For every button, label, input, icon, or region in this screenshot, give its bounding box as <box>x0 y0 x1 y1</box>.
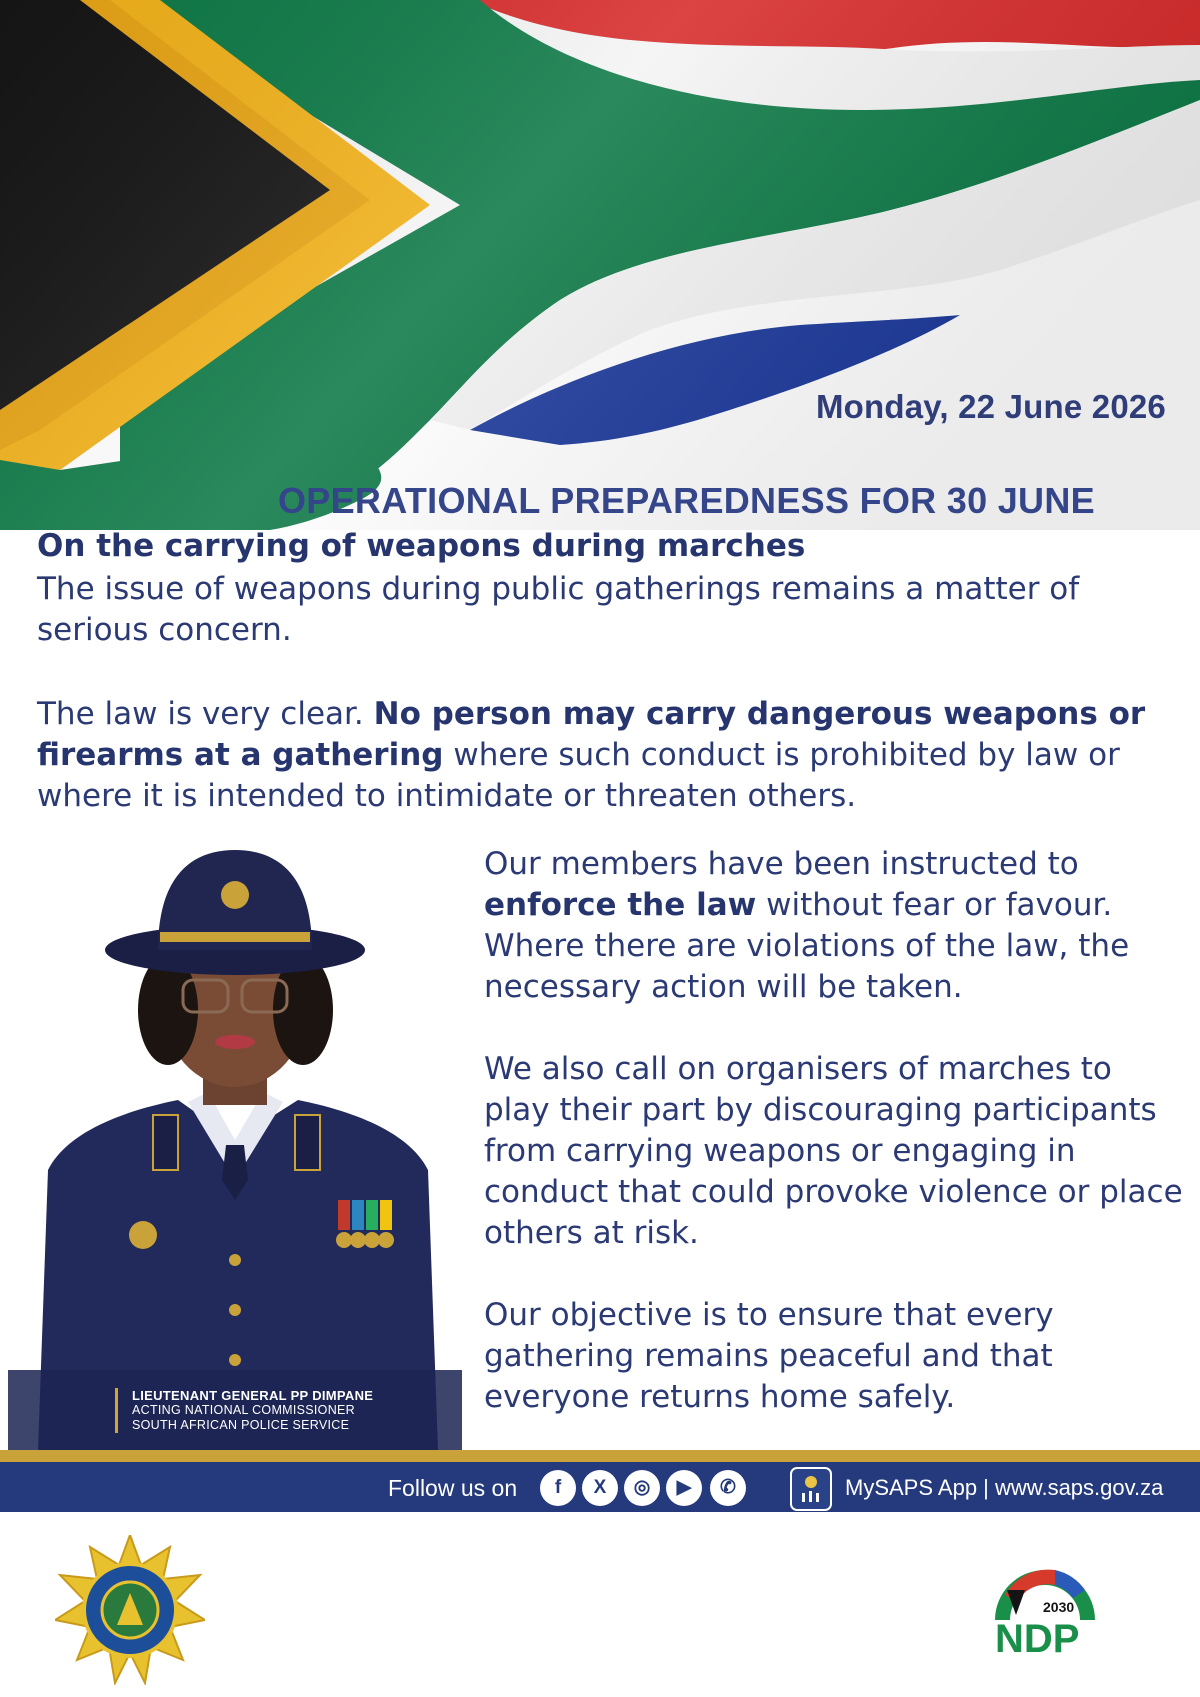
paragraph-enforce-tail: without fear or favour. Where there are violations of the law, the necessary action will be taken. <box>484 887 1130 1005</box>
mysaps-app-icon[interactable] <box>790 1467 832 1511</box>
footer-gold-stripe <box>0 1450 1200 1462</box>
ndp-year: 2030 <box>1043 1599 1075 1615</box>
app-and-website-link[interactable]: MySAPS App | www.saps.gov.za <box>845 1475 1164 1500</box>
instagram-icon[interactable]: ◎ <box>624 1470 660 1506</box>
saps-emblem-logo <box>55 1535 205 1685</box>
paragraph-enforce-emphasis: enforce the law <box>484 887 757 923</box>
paragraph-enforce <box>484 844 1184 1008</box>
paragraph-law <box>37 694 1187 817</box>
paragraph-organisers: We also call on organisers of marches to play their part by discouraging participants from carrying weapons or engaging in conduct that could provoke violence or place others at risk. <box>484 1051 1183 1251</box>
caption-name: LIEUTENANT GENERAL PP DIMPANE <box>132 1388 374 1403</box>
date-label: Monday, 22 June 2026 <box>815 388 1166 425</box>
youtube-icon[interactable]: ▶ <box>666 1470 702 1506</box>
footer-bar <box>0 1450 1200 1520</box>
ndp-text: NDP <box>995 1617 1080 1660</box>
paragraph-enforce-lead: Our members have been instructed to <box>484 846 1079 882</box>
headline: OPERATIONAL PREPAREDNESS FOR 30 JUNE <box>278 480 1095 521</box>
facebook-icon[interactable]: f <box>540 1470 576 1506</box>
ndp-2030-logo <box>985 1550 1105 1660</box>
paragraph-law-lead: The law is very clear. <box>37 696 374 732</box>
paragraph-law-emphasis: No person may carry dangerous weapons or firearms at a gathering <box>37 696 1146 773</box>
paragraph-objective: Our objective is to ensure that every gathering remains peaceful and that everyone returns home safely. <box>484 1297 1054 1415</box>
x-icon[interactable]: X <box>582 1470 618 1506</box>
commissioner-portrait <box>8 840 462 1450</box>
follow-us-label: Follow us on <box>388 1475 518 1501</box>
whatsapp-icon[interactable]: ✆ <box>710 1470 746 1506</box>
paragraph-law-tail: where such conduct is prohibited by law or where it is intended to intimidate or threaten others. <box>37 737 1120 814</box>
subheading: On the carrying of weapons during marches <box>37 528 806 564</box>
south-african-flag-banner <box>0 0 1200 530</box>
caption-title-1: ACTING NATIONAL COMMISSIONER <box>132 1403 355 1417</box>
paragraph-concern: The issue of weapons during public gatherings remains a matter of serious concern. <box>37 571 1080 648</box>
caption-title-2: SOUTH AFRICAN POLICE SERVICE <box>132 1418 350 1432</box>
portrait-caption <box>115 1388 373 1433</box>
